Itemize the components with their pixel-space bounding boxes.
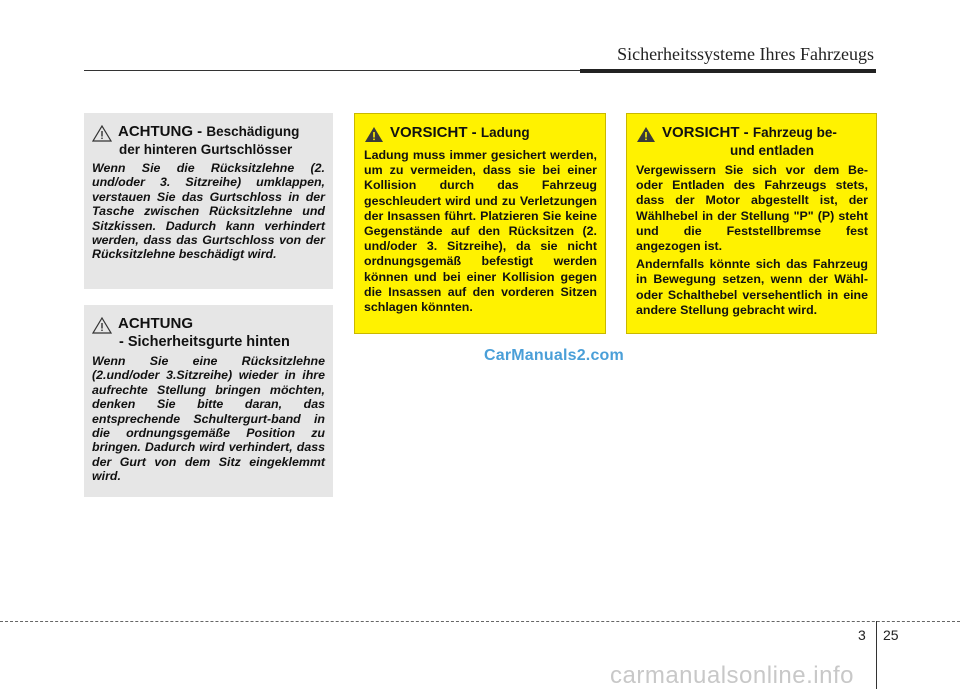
warning-subtitle-line2: der hinteren Gurtschlösser [119,142,293,157]
warning-triangle-icon [92,317,112,334]
caution-subtitle: Fahrzeug be- [752,125,837,140]
warning-label: ACHTUNG [118,315,193,332]
header-rule-accent [580,69,876,73]
caution-body-text: Ladung muss immer gesichert werden, um zu vermeiden, dass sie bei einer Kollision durch das Fahrzeug geschleudert wird und zu Verletzungen der Insassen führt. Platzieren Sie keine Gegenstände auf den Rücksitzen (2. und/oder 3. Sitzreihe), da sie nicht ordnungsgemäß befestigt werden können und bei einer Kollision gegen die Insassen auf den vorderen Sitzen schlagen könnten. [364,148,597,315]
caution-box-title [364,124,597,143]
caution-subtitle-line2: und entladen [730,143,814,158]
caution-box-loading [626,113,877,334]
caution-body-text [636,163,868,318]
warning-body-text: Wenn Sie die Rücksitzlehne (2. und/oder 3. Sitzreihe) umklappen, verstauen Sie das Gurtschloss in der Tasche zwischen Rücksitzlehne und Sitzkissen. Dadurch kann verhindert werden, dass das Gurtschloss von der Rücksitzlehne beschädigt wird. [92,161,325,262]
warning-box-title [92,123,325,142]
caution-triangle-icon [636,126,656,143]
warning-label: ACHTUNG - [118,123,207,140]
page-number: 25 [883,627,899,643]
site-watermark: CarManuals2.com [484,347,624,364]
warning-box-rear-seatbelts [84,305,333,497]
caution-paragraph: Vergewissern Sie sich vor dem Be- oder Entladen des Fahrzeugs stets, dass der Motor abgestellt ist, der Wählhebel in der Stellung "P" (P) steht und die Feststellbremse fest angezogen ist. [636,163,868,254]
caution-label: VORSICHT - [662,124,753,141]
caution-triangle-icon [364,126,384,143]
caution-paragraph: Andernfalls könnte sich das Fahrzeug in Bewegung setzen, wenn der Wähl- oder Schalthebel versehentlich in eine andere Stellung gebracht wird. [636,257,868,317]
warning-subtitle: Beschädigung [206,124,300,139]
warning-subtitle-line2: - Sicherheitsgurte hinten [119,334,290,350]
warning-body-text: Wenn Sie eine Rücksitzlehne (2.und/oder 3.Sitzreihe) wieder in ihre aufrechte Stellung bringen möchten, denken Sie bitte daran, das entsprechende Schultergurt-band in die ordnungsgemäße Position zu bringen. Dadurch wird verhindert, dass der Gurt von dem Sitz eingeklemmt wird. [92,354,325,484]
caution-label: VORSICHT - [390,124,481,141]
caution-subtitle: Ladung [480,125,530,140]
warning-box-title [92,315,325,334]
warning-box-seatbelt-buckle [84,113,333,289]
section-header-title: Sicherheitssysteme Ihres Fahrzeugs [617,44,874,64]
caution-box-title [636,124,868,143]
footer-watermark: carmanualsonline.info [610,662,854,689]
footer-divider [876,621,877,689]
caution-box-cargo [354,113,606,334]
footer-rule [0,621,960,622]
warning-triangle-icon [92,125,112,142]
page-section-number: 3 [858,627,866,643]
